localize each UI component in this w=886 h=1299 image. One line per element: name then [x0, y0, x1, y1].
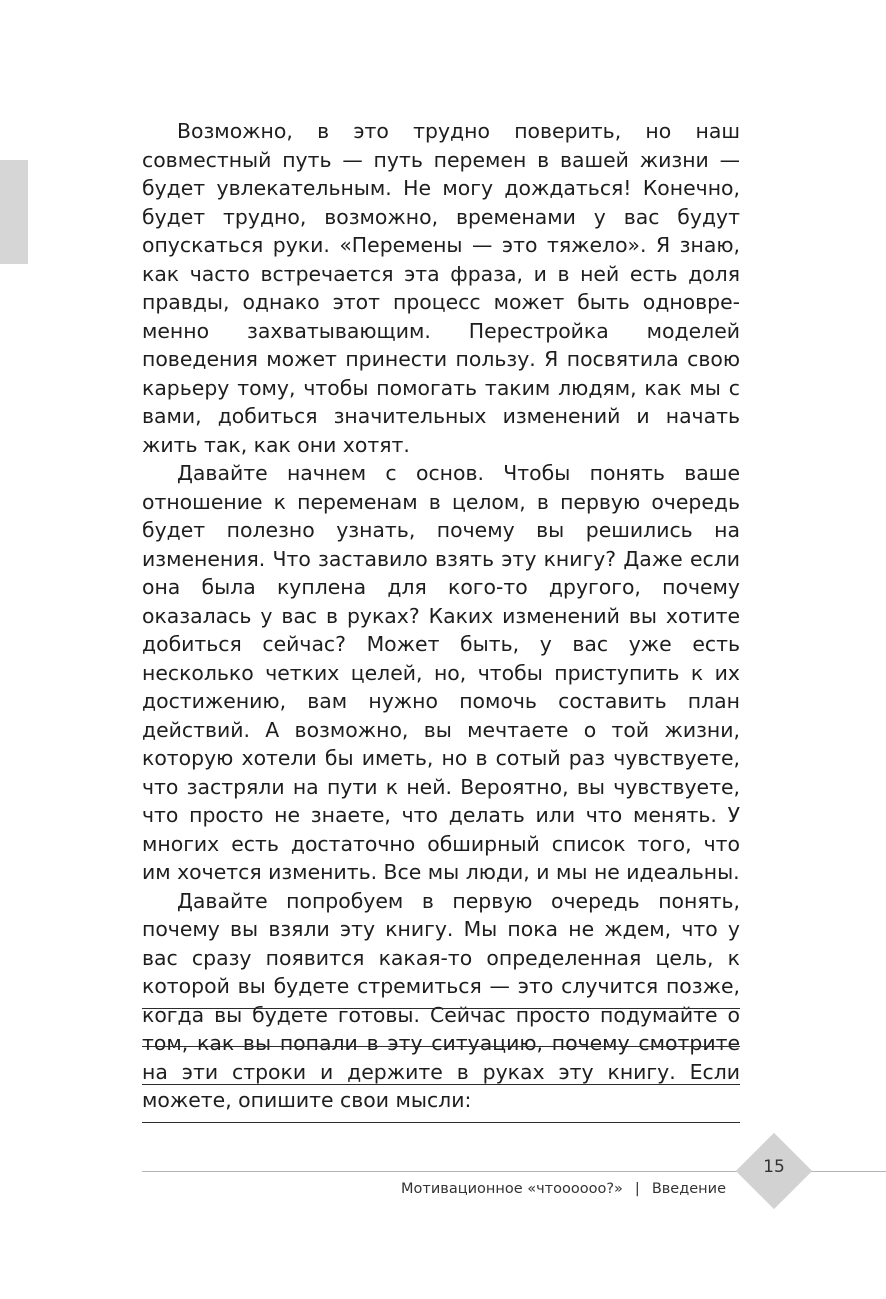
running-footer — [401, 1181, 726, 1197]
chapter-edge-tab — [0, 160, 28, 264]
writing-line-4 — [142, 1122, 740, 1123]
paragraph-3: Давайте попробуем в первую очередь понять, почему вы взяли эту книгу. Мы пока не ждем, что у вас сразу появится какая-то определенная цель, к которой вы будете стремиться — это случится позже, когда вы будете готовы. Сейчас просто подумайте о том, как вы попали в эту ситуацию, почему смотрите на эти строки и держите в руках эту книгу. Если можете, опишите свои мысли: — [142, 888, 740, 1112]
writing-line-1 — [142, 1008, 740, 1009]
writing-lines — [142, 1008, 740, 1160]
footer-chapter-title: Мотивационное «чтоооооо?» — [401, 1181, 623, 1197]
footer-separator: | — [634, 1181, 640, 1197]
paragraph-1: Возможно, в это трудно поверить, но наш совместный путь — путь перемен в вашей жизни — будет увлекательным. Не могу дождаться! Конечно, будет трудно, возможно, временами у вас будут опускаться руки. «Перемены — это тяжело». Я знаю, как часто встречается эта фраза, и в ней есть доля правды, однако этот процесс может быть одновременно захватывающим. Перестройка моделей поведения может принести пользу. Я посвятила свою карьеру тому, чтобы помогать таким людям, как мы с вами, добиться значительных изменений и начать жить так, как они хотят. — [142, 119, 740, 457]
footer-section-title: Введение — [651, 1181, 726, 1197]
paragraph-2: Давайте начнем с основ. Чтобы понять ваше отношение к переменам в целом, в первую очередь будет полезно узнать, почему вы решились на изменения. Что заставило взять эту книгу? Даже если она была куплена для кого-то другого, почему оказалась у вас в руках? Каких изменений вы хотите добиться сейчас? Может быть, у вас уже есть несколько четких целей, но, чтобы приступить к их достижению, вам нужно помочь составить план действий. А возможно, вы мечтаете о той жизни, которую хотели бы иметь, но в сотый раз чувствуете, что застряли на пути к ней. Вероятно, вы чувствуете, что просто не знаете, что делать или что менять. У многих есть достаточно обширный список того, что им хочется изменить. Все мы люди, и мы не идеальны. — [142, 461, 740, 884]
writing-line-3 — [142, 1084, 740, 1085]
body-text — [142, 117, 740, 1115]
page-number: 15 — [763, 1157, 785, 1177]
writing-line-2 — [142, 1046, 740, 1047]
